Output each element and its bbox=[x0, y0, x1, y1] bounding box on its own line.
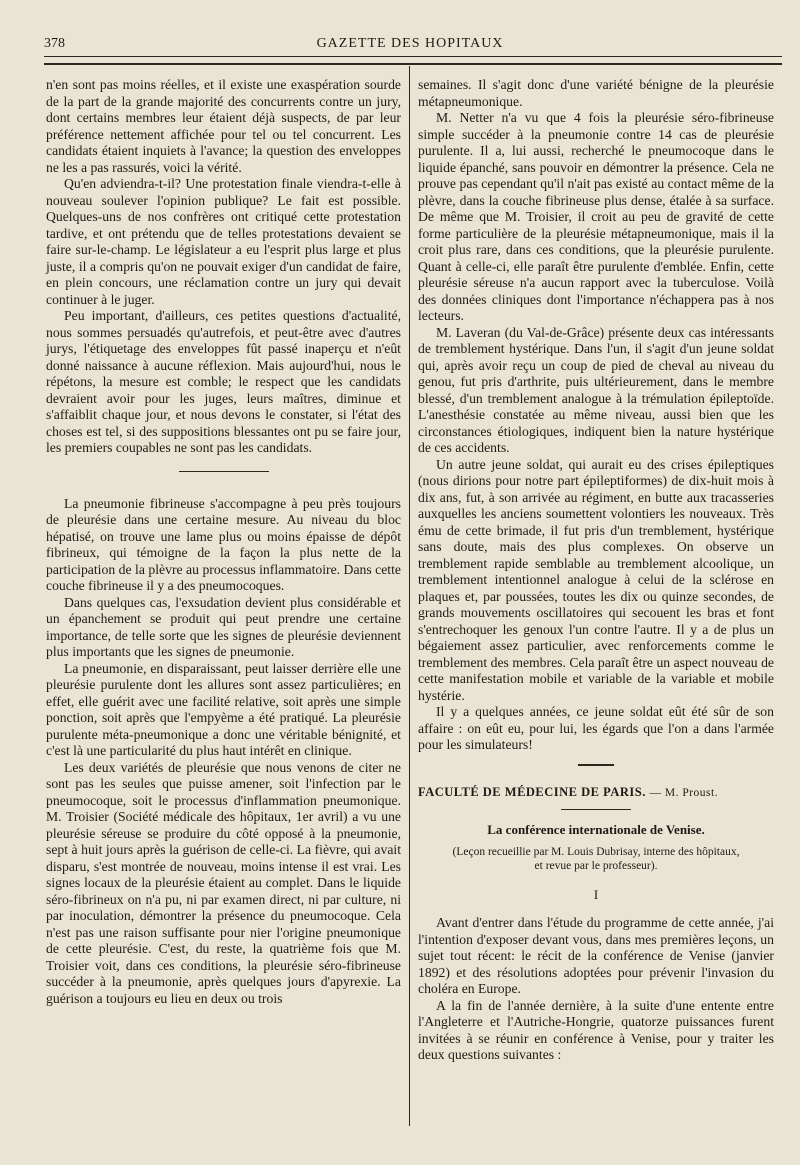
header-rule bbox=[44, 56, 782, 57]
paragraph: Qu'en adviendra-t-il? Une protestation finale viendra-t-elle à nouveau soulever l'opinion publique? Le fait est possible. Quelques-uns de nos confrères ont critiqué cette protestation tardive, et ont prétendu que de telles protestations devaient se faire sur-le-champ. Le législateur a eu l'esprit plus large et plus juste, il a compris qu'on ne pouvait exiger d'un candidat de faire, en plein concours, une réclamation contre un jury qui devait continuer à le juger. bbox=[46, 176, 401, 307]
section-separator bbox=[578, 764, 614, 766]
right-column bbox=[418, 77, 774, 1064]
paragraph: La pneumonie, en disparaissant, peut laisser derrière elle une pleurésie purulente dont les allures sont assez particulières; en effet, elle guérit avec une facilité relative, soit après une simple ponction, soit après que l'empyème a été pratiqué. La pleurésie purulente méta-pneumonique a donc une véritable bénignité, et c'est là une particularité du plus haut intérêt en clinique. bbox=[46, 660, 401, 758]
paragraph: n'en sont pas moins réelles, et il existe une exaspération sourde de la part de la grande majorité des concurrents contre un jury, dont certains membres leur étaient déjà suspects, de par leur préférence nettement affichée pour tel ou tel concurrent. Les candidats étaient inquiets à l'avance; la question des enveloppes ne les a pas rassurés, voici la vérité. bbox=[46, 77, 401, 175]
faculty-name: FACULTÉ DE MÉDECINE DE PARIS. bbox=[418, 784, 646, 799]
faculty-professor: — M. Proust. bbox=[649, 786, 719, 799]
column-divider bbox=[409, 66, 410, 1126]
paragraph: M. Netter n'a vu que 4 fois la pleurésie séro-fibrineuse simple succéder à la pneumonie contre 14 cas de pleurésie purulente. Il a, lui aussi, recherché le pneumocoque dans le liquide épanché, sans pouvoir en démontrer la présence. Cela ne prouve pas cependant qu'il n'ait pas existé au contact même de la plèvre, dans la couche fibrineuse plus dense, étalée à sa surface. De même que M. Troisier, il croit au peu de gravité de cette forme particulière de la pleurésie métapneumonique, mais il la croit plus rare, dans ces conditions, que la pleurésie purulente. Quant à celle-ci, elle paraît être purulente d'emblée. Enfin, cette pleurésie séreuse n'a aucun rapport avec la tuberculose. Voilà des données cliniques dont l'importance n'échappera pas à nos lecteurs. bbox=[418, 110, 774, 323]
left-column bbox=[46, 77, 401, 1007]
paragraph: Dans quelques cas, l'exsudation devient plus considérable et un épanchement se produit qui peut prendre une certaine importance, de telle sorte que les signes de pleurésie deviennent plus importants que les signes de pneumonie. bbox=[46, 594, 401, 659]
running-title: GAZETTE DES HOPITAUX bbox=[316, 36, 504, 51]
header-rule-thick bbox=[44, 63, 782, 65]
page-number: 378 bbox=[44, 36, 65, 51]
paragraph: Il y a quelques années, ce jeune soldat eût été sûr de son affaire : on eût eu, pour lui, les égards que l'on a dans l'armée pour les simulateurs! bbox=[418, 704, 774, 752]
conference-note: et revue par le professeur). bbox=[534, 859, 658, 872]
paragraph: Peu important, d'ailleurs, ces petites questions d'actualité, nous sommes persuadés qu'autrefois, et peut-être avec d'autres jurys, l'étiquetage des enveloppes fût passé inaperçu et n'eût donné naissance à aucune réflexion. Mais aujourd'hui, nous le répétons, la mesure est comble; le respect que les candidats devraient avoir pour les juges, leurs maîtres, diminue et s'affaiblit chaque jour, et nous devons le constater, si l'état des choses est tel, si des suppositions blessantes ont pu se faire jour, les premiers coupables ne sont pas les candidats. bbox=[46, 308, 401, 455]
paragraph: Avant d'entrer dans l'étude du programme de cette année, j'ai l'intention d'exposer devant vous, dans mes premières leçons, un sujet tout récent: le récit de la conférence de Venise (janvier 1892) et des résolutions adoptées pour prévenir l'invasion du choléra en Europe. bbox=[418, 915, 774, 996]
conference-note: (Leçon recueillie par M. Louis Dubrisay, interne des hôpitaux, bbox=[452, 845, 740, 858]
paragraph: M. Laveran (du Val-de-Grâce) présente deux cas intéressants de tremblement hystérique. Dans l'un, il s'agit d'un jeune soldat qui, après avoir reçu un coup de pied de cheval au niveau du genou, fut pris d'arthrite, puis ultérieurement, dans le membre blessé, d'un tremblement analogue à la trémulation épileptoïde. L'anesthésie constatée au même niveau, aussi bien que les circonstances étiologiques, indiquent bien la nature hystérique de ces accidents. bbox=[418, 324, 774, 455]
conference-title: La conférence internationale de Venise. bbox=[487, 822, 705, 837]
paragraph: Les deux variétés de pleurésie que nous venons de citer ne sont pas les seules que puisse amener, soit l'infection par le pneumocoque, soit le processus d'inflammation pneumonique. M. Troisier (Société médicale des hôpitaux, 1er avril) a vu une pleurésie séreuse se produire du côté opposé à la pneumonie, sept à huit jours après la guérison de celle-ci. La fièvre, qui avait disparu, s'est montrée de nouveau, moins intense il est vrai. Les signes locaux de la pleurésie étaient au complet. Dans le liquide séro-fibrineux on n'a pu, ni par examen direct, ni par culture, ni par inoculation, démontrer la présence du pneumocoque. Cela n'est pas une raison suffisante pour nier l'origine pneumonique de cette pleurésie. C'est, du reste, la quatrième fois que M. Troisier voit, dans ces conditions, la pleurésie séro-fibrineuse succéder à la pneumonie, après quelques jours d'apyrexie. La guérison a toujours eu lieu en deux ou trois bbox=[46, 759, 401, 1006]
section-number: I bbox=[593, 886, 599, 902]
paragraph: A la fin de l'année dernière, à la suite d'une entente entre l'Angleterre et l'Autriche-Hongrie, quatorze puissances furent invitées à se réunir en conférence à Venise, pour y traiter les deux questions suivantes : bbox=[418, 997, 774, 1062]
paragraph: La pneumonie fibrineuse s'accompagne à peu près toujours de pleurésie dans une certaine mesure. Au niveau du bloc hépatisé, on trouve une lame plus ou moins épaisse de dépôt fibrineux, qui témoigne de la façon la plus nette de la participation de la plèvre au processus inflammatoire. Dans cette couche fibrineuse il y a des pneumocoques. bbox=[46, 495, 401, 593]
section-separator bbox=[179, 471, 269, 472]
paragraph: Un autre jeune soldat, qui aurait eu des crises épileptiques (nous dirions pour notre part épileptiformes) de dix-huit mois à dix ans, fut, à son arrivée au régiment, en butte aux tracasseries auxquelles les anciens soumettent volontiers les nouveaux. Très ému de cette brimade, il fut pris d'un tremblement, hystérique sans doute, mais des plus complexes. On observe un tremblement rapide semblable au tremblement alcoolique, un tremblement intentionnel analogue à celui de la sclérose en plaques et, par poussées, toutes les dix ou quinze secondes, de grands mouvements oscillatoires qui secouent les bras et font s'entrechoquer les genoux l'un contre l'autre. Il y a de plus un bégaiement assez particulier, avec renforcements comme le tremblement des membres. Cela paraît être un aspect nouveau de cette manifestation mobile et variable de la variable et mobile hystérie. bbox=[418, 456, 774, 703]
faculty-heading bbox=[418, 784, 774, 802]
heading-rule bbox=[561, 809, 631, 810]
paragraph: semaines. Il s'agit donc d'une variété bénigne de la pleurésie métapneumonique. bbox=[418, 77, 774, 109]
